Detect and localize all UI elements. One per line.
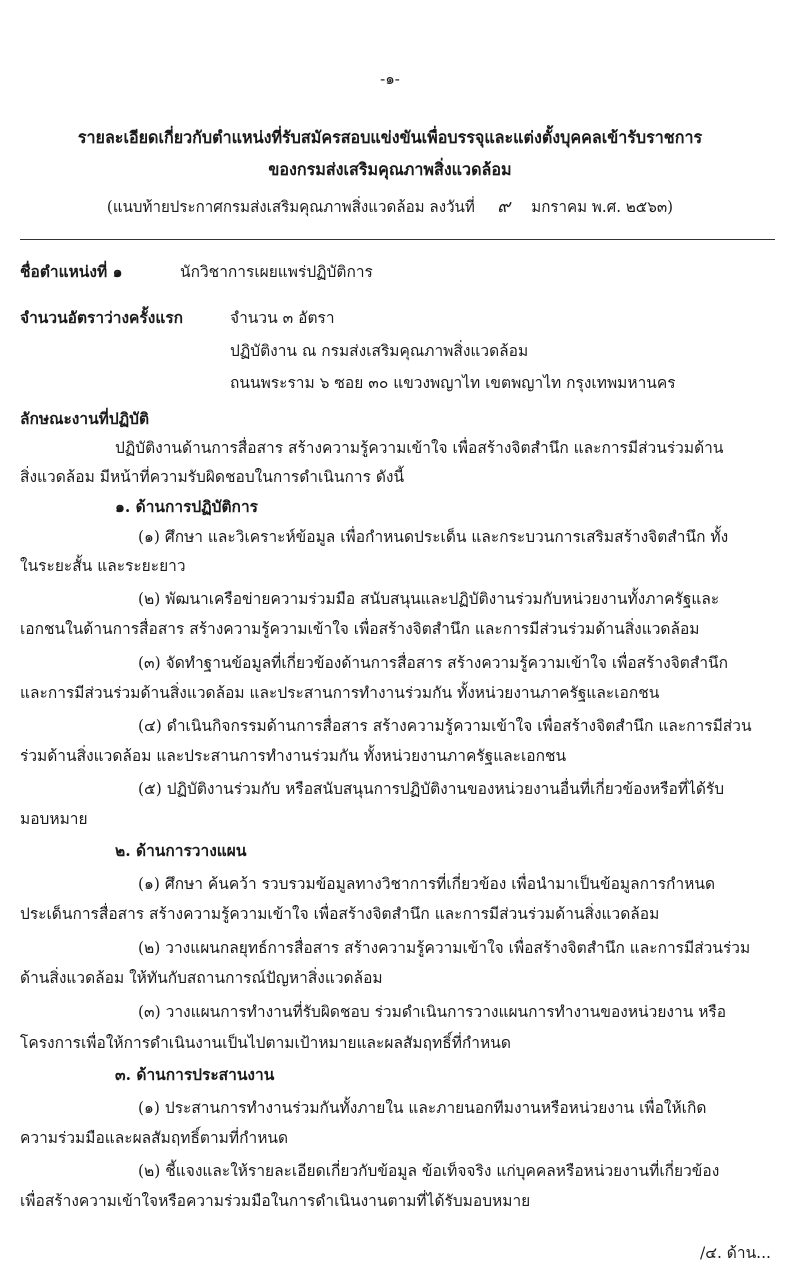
page-number: -๑- xyxy=(380,70,400,88)
job-nature-intro-line1: ปฏิบัติงานด้านการสื่อสาร สร้างความรู้ความเข้าใจ เพื่อสร้างจิตสำนึก และการมีส่วนร่วมด้าน xyxy=(115,439,724,457)
attachment-note-prefix: (แนบท้ายประกาศกรมส่งเสริมคุณภาพสิ่งแวดล้อม ลงวันที่ xyxy=(106,198,475,216)
document-subtitle: ของกรมส่งเสริมคุณภาพสิ่งแวดล้อม xyxy=(268,160,512,179)
section-item-line: ความร่วมมือและผลสัมฤทธิ์ตามที่กำหนด xyxy=(20,1129,289,1147)
section-title: ๒. ด้านการวางแผน xyxy=(115,841,247,860)
section-item-line: มอบหมาย xyxy=(20,810,88,828)
section-item-line: (๑) ประสานการทำงานร่วมกันทั้งภายใน และภายนอกทีมงานหรือหน่วยงาน เพื่อให้เกิด xyxy=(138,1099,707,1117)
vacancy-label: จำนวนอัตราว่างครั้งแรก xyxy=(20,308,184,327)
section-item-line: (๓) จัดทำฐานข้อมูลที่เกี่ยวข้องด้านการสื่อสาร สร้างความรู้ความเข้าใจ เพื่อสร้างจิตสำนึก xyxy=(138,654,728,672)
handwritten-day: ๙ xyxy=(497,196,511,217)
attachment-note-suffix: มกราคม พ.ศ. ๒๕๖๓) xyxy=(531,198,674,216)
document-title: รายละเอียดเกี่ยวกับตำแหน่งที่รับสมัครสอบแข่งขันเพื่อบรรจุและแต่งตั้งบุคคลเข้ารับราชการ xyxy=(77,128,703,147)
position-label: ชื่อตำแหน่งที่ ๑ xyxy=(20,262,123,281)
section-item-line: ในระยะสั้น และระยะยาว xyxy=(20,557,186,575)
section-item-line: เพื่อสร้างความเข้าใจหรือความร่วมมือในการดำเนินงานตามที่ได้รับมอบหมาย xyxy=(20,1192,531,1210)
section-item-line: (๒) ชี้แจงและให้รายละเอียดเกี่ยวกับข้อมูล ข้อเท็จจริง แก่บุคคลหรือหน่วยงานที่เกี่ยวข้อง xyxy=(138,1162,720,1180)
section-item-line: และการมีส่วนร่วมด้านสิ่งแวดล้อม และประสานการทำงานร่วมกัน ทั้งหน่วยงานภาครัฐและเอกชน xyxy=(20,684,660,702)
work-location-line1: ปฏิบัติงาน ณ กรมส่งเสริมคุณภาพสิ่งแวดล้อม xyxy=(230,342,529,360)
section-item-line: (๒) วางแผนกลยุทธ์การสื่อสาร สร้างความรู้ความเข้าใจ เพื่อสร้างจิตสำนึก และการมีส่วนร่วม xyxy=(138,939,751,957)
section-item-line: (๓) วางแผนการทำงานที่รับผิดชอบ ร่วมดำเนินการวางแผนการทำงานของหน่วยงาน หรือ xyxy=(138,1003,727,1021)
attachment-note xyxy=(0,191,780,220)
job-nature-intro-line2: สิ่งแวดล้อม มีหน้าที่ความรับผิดชอบในการดำเนินการ ดังนี้ xyxy=(20,468,405,486)
section-item-line: (๑) ศึกษา และวิเคราะห์ข้อมูล เพื่อกำหนดประเด็น และกระบวนการเสริมสร้างจิตสำนึก ทั้ง xyxy=(138,528,729,546)
section-item-line: โครงการเพื่อให้การดำเนินงานเป็นไปตามเป้าหมายและผลสัมฤทธิ์ที่กำหนด xyxy=(20,1034,511,1052)
position-value: นักวิชาการเผยแพร่ปฏิบัติการ xyxy=(180,263,373,281)
vacancy-count: จำนวน ๓ อัตรา xyxy=(230,309,335,327)
section-item-line: (๒) พัฒนาเครือข่ายความร่วมมือ สนับสนุนและปฏิบัติงานร่วมกับหน่วยงานทั้งภาครัฐและ xyxy=(138,590,720,608)
section-item-line: ประเด็นการสื่อสาร สร้างความรู้ความเข้าใจ เพื่อสร้างจิตสำนึก และการมีส่วนร่วมด้านสิ่งแวดล้อม xyxy=(20,905,660,923)
section-item-line: ร่วมด้านสิ่งแวดล้อม และประสานการทำงานร่วมกัน ทั้งหน่วยงานภาครัฐและเอกชน xyxy=(20,747,567,765)
header-divider xyxy=(20,239,775,240)
section-item-line: ด้านสิ่งแวดล้อม ให้ทันกับสถานการณ์ปัญหาสิ่งแวดล้อม xyxy=(20,969,383,987)
continuation-marker: /๔. ด้าน... xyxy=(700,1244,771,1262)
work-location-line2: ถนนพระราม ๖ ซอย ๓๐ แขวงพญาไท เขตพญาไท กรุงเทพมหานคร xyxy=(230,374,676,392)
section-title: ๓. ด้านการประสานงาน xyxy=(115,1065,275,1084)
section-title: ๑. ด้านการปฏิบัติการ xyxy=(115,497,258,516)
section-item-line: (๕) ปฏิบัติงานร่วมกับ หรือสนับสนุนการปฏิบัติงานของหน่วยงานอื่นที่เกี่ยวข้องหรือที่ได้รับ xyxy=(138,780,725,798)
section-item-line: เอกชนในด้านการสื่อสาร สร้างความรู้ความเข้าใจ เพื่อสร้างจิตสำนึก และการมีส่วนร่วมด้านสิ่งแวดล้อม xyxy=(20,620,700,638)
section-item-line: (๑) ศึกษา ค้นคว้า รวบรวมข้อมูลทางวิชาการที่เกี่ยวข้อง เพื่อนำมาเป็นข้อมูลการกำหนด xyxy=(138,875,716,893)
section-item-line: (๔) ดำเนินกิจกรรมด้านการสื่อสาร สร้างความรู้ความเข้าใจ เพื่อสร้างจิตสำนึก และการมีส่วน xyxy=(138,717,752,735)
job-nature-heading: ลักษณะงานที่ปฏิบัติ xyxy=(20,409,150,428)
